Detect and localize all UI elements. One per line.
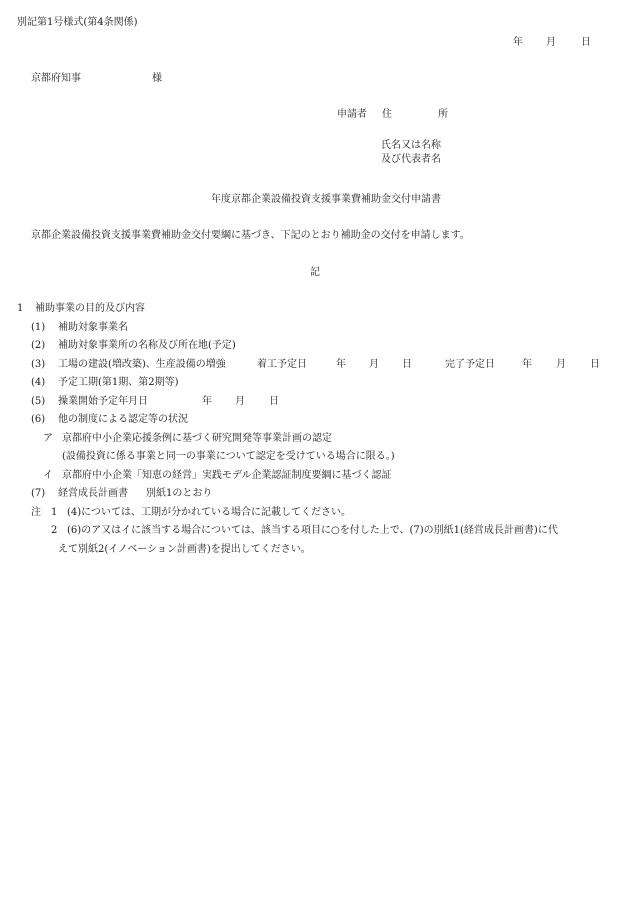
section-number: 1 xyxy=(17,303,24,314)
start-date-month: 月 xyxy=(369,359,379,370)
note-2 xyxy=(0,526,630,538)
operation-date-day: 日 xyxy=(269,396,279,407)
note-number: 1 xyxy=(51,507,58,518)
sub-item-text: 京都府中小企業「知恵の経営」実践モデル企業認証制度要綱に基づく認証 xyxy=(62,470,392,481)
sub-item-i xyxy=(0,471,630,483)
item-text: 操業開始予定年月日 xyxy=(58,396,148,407)
item-3 xyxy=(0,360,630,372)
item-number: (4) xyxy=(31,377,46,388)
start-date-day: 日 xyxy=(402,359,412,370)
sub-item-label: イ xyxy=(43,470,53,481)
applicant-address-label-b: 所 xyxy=(438,109,448,120)
addressee-honorific: 様 xyxy=(152,73,162,84)
section-heading xyxy=(0,304,630,316)
end-date-label: 完了予定日 xyxy=(445,359,495,370)
note-number: 2 xyxy=(51,525,58,536)
sub-item-a-paren: (設備投資に係る事業と同一の事業について認定を受けている場合に限る。) xyxy=(62,451,395,462)
end-date-day: 日 xyxy=(590,359,600,370)
sub-item-a xyxy=(0,434,630,446)
header-date-year: 年 xyxy=(513,37,523,48)
item-4 xyxy=(0,378,630,390)
item-number: (1) xyxy=(31,322,46,333)
end-date-year: 年 xyxy=(522,359,532,370)
header-date-month: 月 xyxy=(546,37,556,48)
operation-date-month: 月 xyxy=(235,396,245,407)
end-date-month: 月 xyxy=(556,359,566,370)
operation-date-year: 年 xyxy=(202,396,212,407)
item-2 xyxy=(0,341,630,353)
item-text: 補助対象事業所の名称及び所在地(予定) xyxy=(58,340,236,351)
item-6 xyxy=(0,415,630,427)
applicant-address-row xyxy=(0,110,630,122)
intro-text: 京都企業設備投資支援事業費補助金交付要綱に基づき、下記のとおり補助金の交付を申請します。 xyxy=(31,230,470,241)
item-text: 予定工期(第1期、第2期等) xyxy=(58,377,179,388)
item-number: (2) xyxy=(31,340,46,351)
item-7 xyxy=(0,489,630,501)
applicant-label: 申請者 xyxy=(337,109,367,120)
item-text: 工場の建設(増改築)、生産設備の増強 xyxy=(58,359,226,370)
note-1 xyxy=(0,508,630,520)
item-number: (5) xyxy=(31,396,46,407)
item-note: 別紙1のとおり xyxy=(146,488,213,499)
item-text: 経営成長計画書 xyxy=(58,488,128,499)
item-number: (3) xyxy=(31,359,46,370)
header-date-day: 日 xyxy=(581,37,591,48)
ki-heading: 記 xyxy=(310,267,320,278)
note-text: (4)については、工期が分かれている場合に記載してください。 xyxy=(67,507,351,518)
item-text: 補助対象事業名 xyxy=(58,322,128,333)
form-label: 別記第1号様式(第4条関係) xyxy=(17,17,138,28)
item-5 xyxy=(0,397,630,409)
document-title: 年度京都企業設備投資支援事業費補助金交付申請書 xyxy=(211,194,441,205)
item-1 xyxy=(0,323,630,335)
start-date-label: 着工予定日 xyxy=(257,359,307,370)
item-number: (6) xyxy=(31,414,46,425)
item-text: 他の制度による認定等の状況 xyxy=(58,414,188,425)
section-title: 補助事業の目的及び内容 xyxy=(35,303,145,314)
addressee-name: 京都府知事 xyxy=(31,73,81,84)
sub-item-label: ア xyxy=(43,433,53,444)
sub-item-text: 京都府中小企業応援条例に基づく研究開発等事業計画の認定 xyxy=(62,433,332,444)
note-text-line1: (6)のア又はイに該当する場合については、該当する項目に○を付した上で、(7)の別紙1(経営成長計画書)に代 xyxy=(67,525,558,536)
item-number: (7) xyxy=(31,488,46,499)
applicant-address-label-a: 住 xyxy=(382,109,392,120)
notes-label: 注 xyxy=(31,507,41,518)
applicant-name-line2: 及び代表者名 xyxy=(381,154,441,165)
applicant-name-line1: 氏名又は名称 xyxy=(381,140,441,151)
note-text-line2: えて別紙2(イノベーション計画書)を提出してください。 xyxy=(58,544,311,555)
start-date-year: 年 xyxy=(336,359,346,370)
header-date xyxy=(0,38,630,50)
